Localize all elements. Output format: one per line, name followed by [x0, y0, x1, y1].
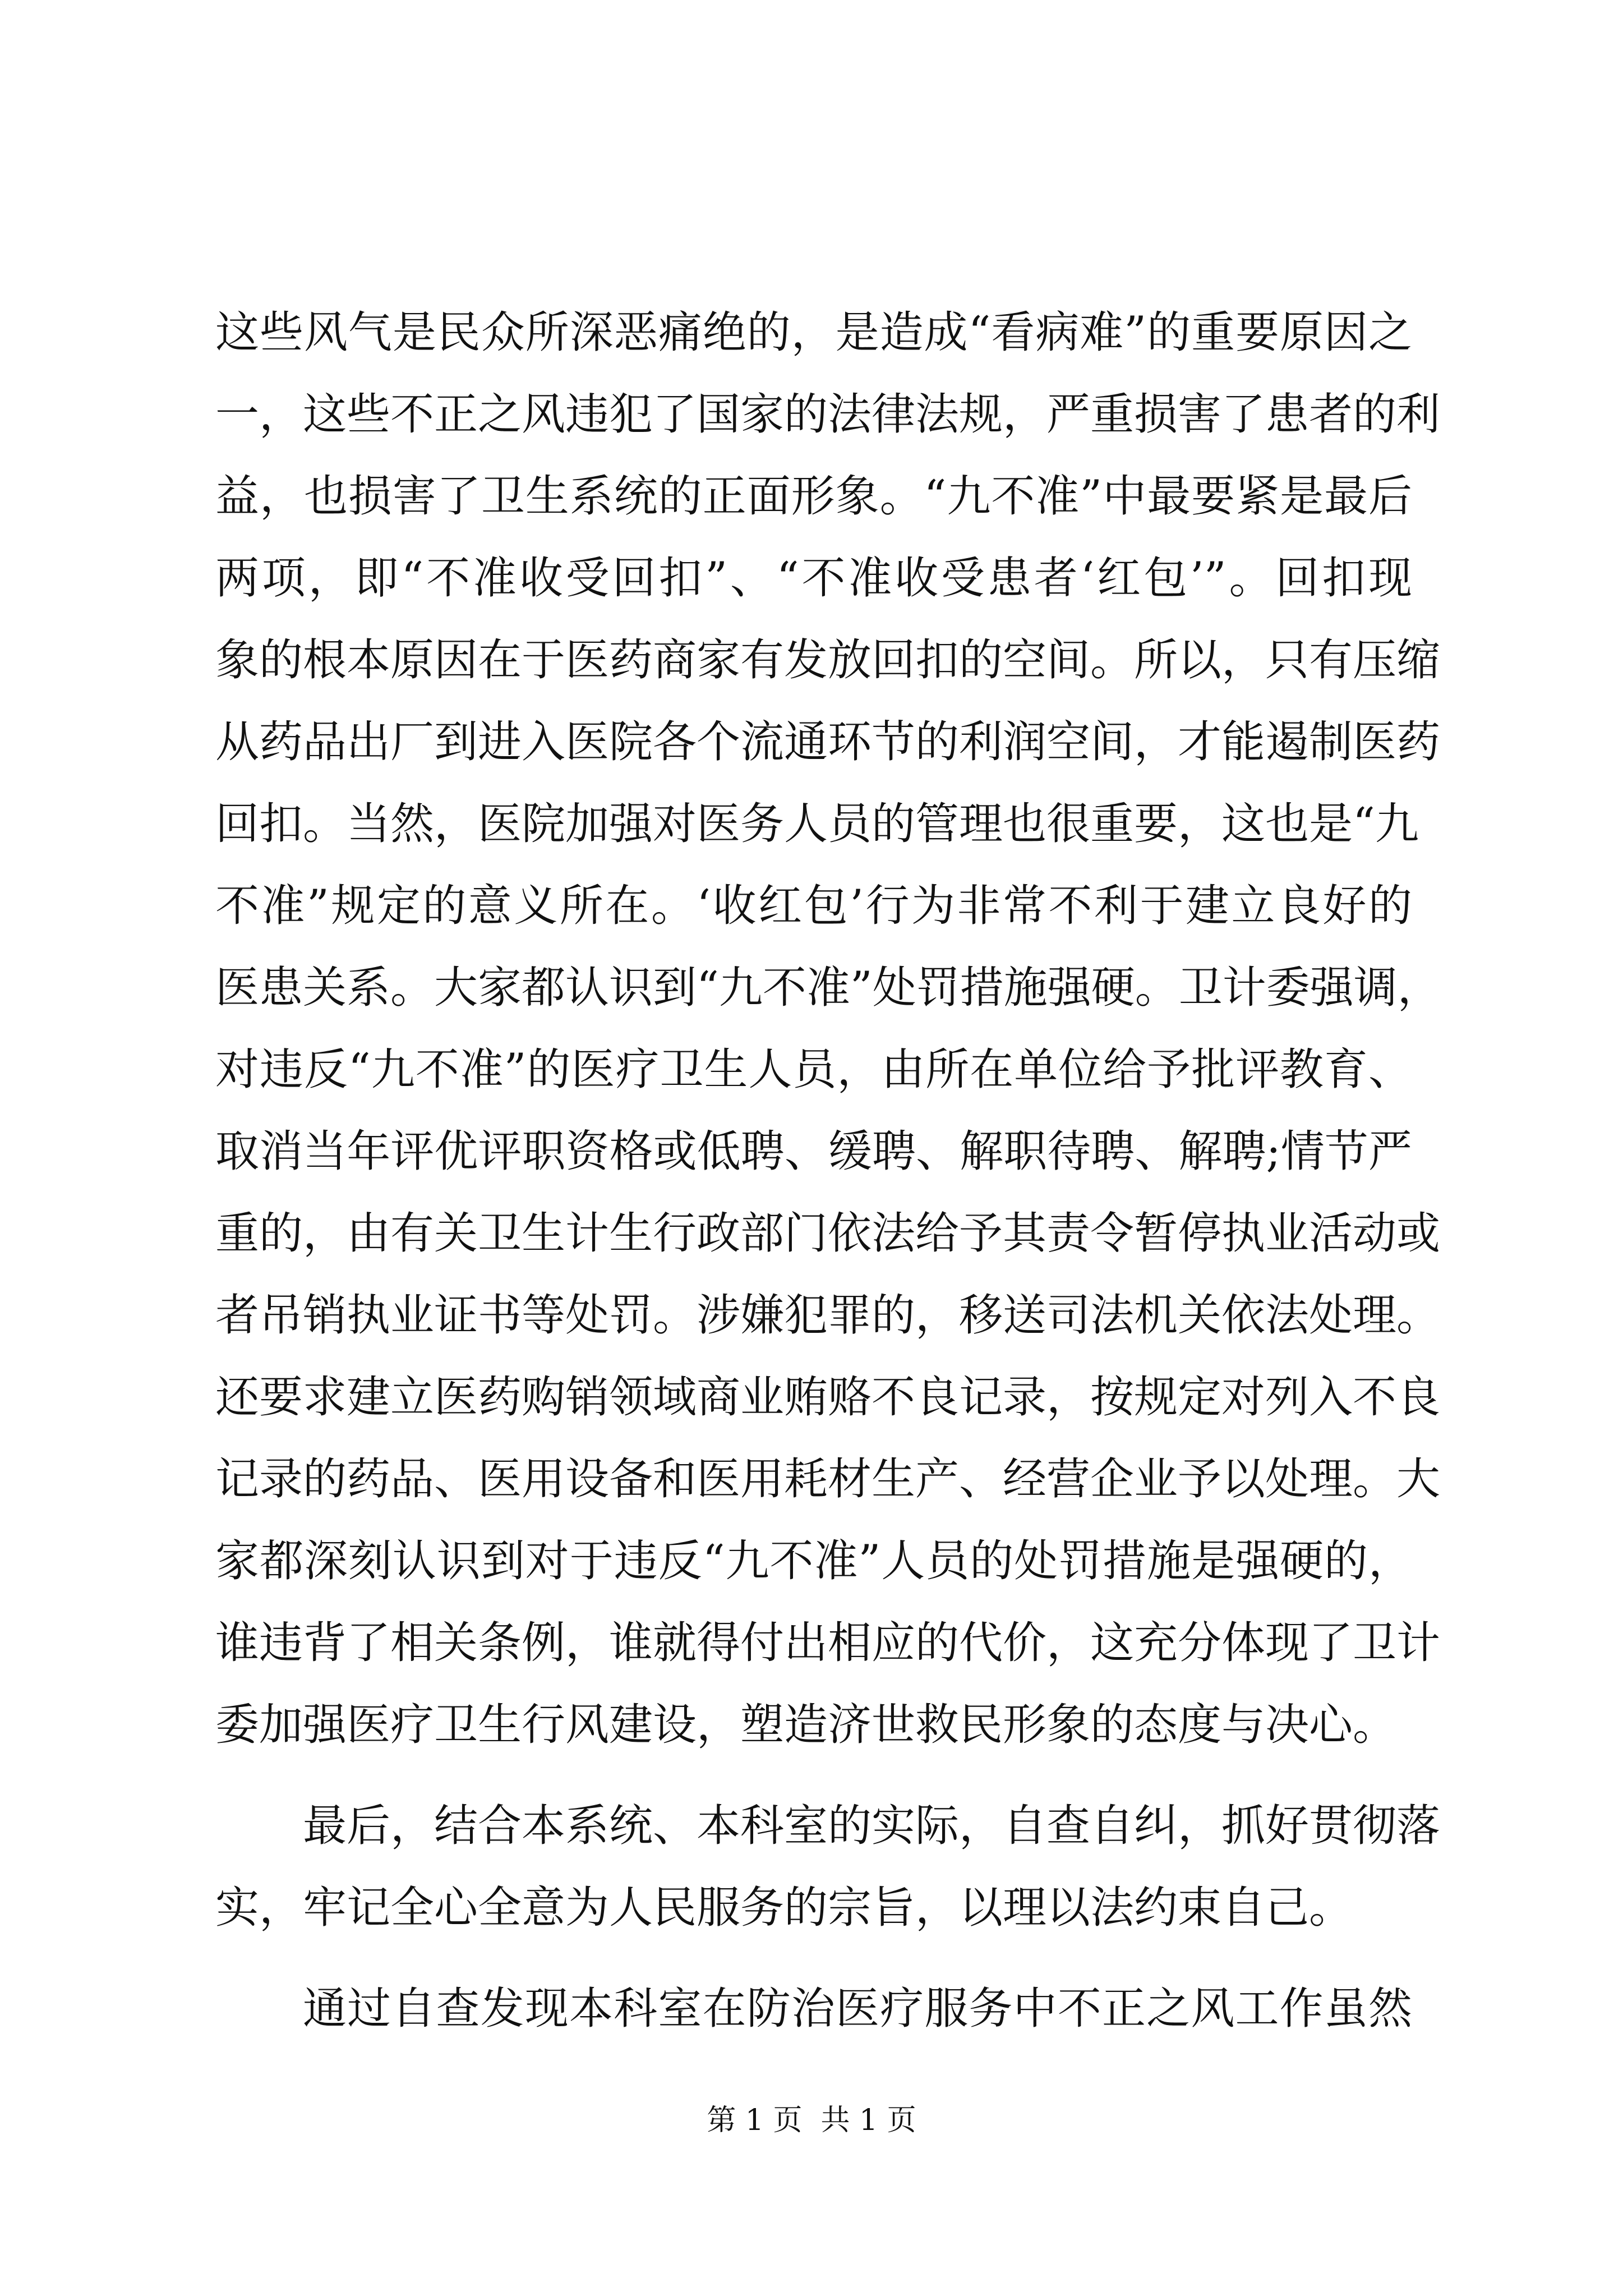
- text-line: 不准”规定的意义所在。‘收红包’行为非常不利于建立良好的: [215, 881, 1412, 931]
- text-line: 通过自查发现本科室在防治医疗服务中不正之风工作虽然: [303, 1984, 1412, 2034]
- text-line: 实，牢记全心全意为人民服务的宗旨，以理以法约束自己。: [215, 1883, 1353, 1933]
- page-footer: [0, 2101, 1623, 2140]
- paragraph-2: [215, 1785, 1441, 1949]
- text-line: 象的根本原因在于医药商家有发放回扣的空间。所以，只有压缩: [215, 635, 1441, 685]
- text-line: 最后，结合本系统、本科室的实际，自查自纠，抓好贯彻落: [303, 1801, 1441, 1851]
- text-line: 两项，即“不准收受回扣”、“不准收受患者‘红包’”。回扣现: [215, 553, 1412, 604]
- text-line: 医患关系。大家都认识到“九不准”处罚措施强硬。卫计委强调，: [215, 963, 1441, 1013]
- text-line: 谁违背了相关条例，谁就得付出相应的代价，这充分体现了卫计: [215, 1618, 1441, 1668]
- text-line: 这些风气是民众所深恶痛绝的，是造成“看病难”的重要原因之: [215, 307, 1412, 358]
- text-line: 家都深刻认识到对于违反“九不准”人员的处罚措施是强硬的，: [215, 1536, 1412, 1586]
- text-line: 一，这些不正之风违犯了国家的法律法规，严重损害了患者的利: [215, 389, 1441, 440]
- text-line: 重的，由有关卫生计生行政部门依法给予其责令暂停执业活动或: [215, 1208, 1441, 1259]
- text-line: 者吊销执业证书等处罚。涉嫌犯罪的，移送司法机关依法处理。: [215, 1290, 1441, 1341]
- text-line: 对违反“九不准”的医疗卫生人员，由所在单位给予批评教育、: [215, 1045, 1412, 1095]
- paragraph-spacing: [215, 1949, 1412, 1968]
- document-body: [215, 292, 1441, 2050]
- text-line: 还要求建立医药购销领域商业贿赂不良记录，按规定对列入不良: [215, 1372, 1441, 1423]
- text-line: 委加强医疗卫生行风建设，塑造济世救民形象的态度与决心。: [215, 1700, 1397, 1750]
- paragraph-3: [215, 1968, 1412, 2050]
- text-line: 记录的药品、医用设备和医用耗材生产、经营企业予以处理。大: [215, 1454, 1441, 1504]
- text-line: 从药品出厂到进入医院各个流通环节的利润空间，才能遏制医药: [215, 717, 1441, 767]
- text-line: 益，也损害了卫生系统的正面形象。“九不准”中最要紧是最后: [215, 471, 1412, 522]
- paragraph-spacing: [215, 1766, 1412, 1785]
- paragraph-1: [215, 292, 1441, 1766]
- text-line: 回扣。当然，医院加强对医务人员的管理也很重要，这也是“九: [215, 799, 1419, 849]
- page-number: 第 1 页 共 1 页: [707, 2104, 916, 2137]
- text-line: 取消当年评优评职资格或低聘、缓聘、解职待聘、解聘;情节严: [215, 1126, 1412, 1177]
